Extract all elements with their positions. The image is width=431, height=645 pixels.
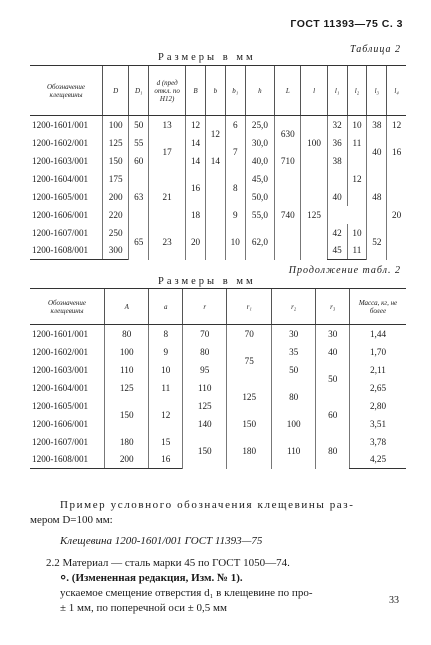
- cell-r2: 80: [271, 379, 315, 415]
- cell-D1: 60: [129, 152, 149, 170]
- cell-designation: 1200-1604/001: [32, 173, 89, 184]
- cell-r1: 70: [227, 325, 271, 343]
- cell-A: 125: [105, 379, 149, 397]
- cell-mass: 3,51: [350, 415, 407, 433]
- cell-r3: 80: [316, 433, 350, 469]
- cell-h: 45,0: [245, 170, 274, 188]
- cell-l: 125: [301, 170, 327, 260]
- cell-a: 9: [149, 343, 183, 361]
- col-l1: l₁: [327, 66, 347, 116]
- table-mass: [30, 288, 406, 469]
- cell-B: 16: [186, 170, 206, 206]
- cell-L: 710: [275, 152, 301, 170]
- cell-mass: 1,70: [350, 343, 407, 361]
- cell-r2: 110: [271, 433, 315, 469]
- table-row: [30, 433, 406, 451]
- cell-l3: 40: [367, 134, 387, 170]
- cell-r: 80: [183, 343, 227, 361]
- table1-caption: Размеры в мм: [158, 52, 256, 63]
- cell-D: 200: [103, 188, 129, 206]
- col-B: B: [186, 66, 206, 116]
- table-row: [30, 116, 406, 134]
- table1-label: Таблица 2: [350, 44, 401, 55]
- cell-l3: 52: [367, 224, 387, 260]
- cell-mass: 3,78: [350, 433, 407, 451]
- cell-r: 110: [183, 379, 227, 397]
- cell-l3: 38: [367, 116, 387, 134]
- cell-D1: 55: [129, 134, 149, 152]
- cell-b1: 8: [225, 170, 245, 206]
- cell-l3: 48: [367, 170, 387, 224]
- cell-r3: 50: [316, 361, 350, 397]
- col-r3: r₃: [316, 289, 350, 325]
- col-D: D: [103, 66, 129, 116]
- cell-designation: 1200-1603/001: [32, 155, 89, 166]
- cell-l1: 36: [327, 134, 347, 152]
- cell-designation: 1200-1605/001: [32, 191, 89, 202]
- cell-D: 250: [103, 224, 129, 242]
- col-designation: Обозначение клещевины: [30, 289, 105, 325]
- cell-b-empty: [205, 170, 225, 260]
- note-displacement-2: ± 1 мм, по поперечной оси ± 0,5 мм: [60, 602, 227, 614]
- cell-D1: 65: [129, 224, 149, 260]
- cell-D: 100: [103, 116, 129, 134]
- table-dimensions: [30, 65, 406, 260]
- cell-L: 740: [275, 170, 301, 260]
- cell-l2: 11: [347, 242, 367, 260]
- cell-b1: 6: [225, 116, 245, 134]
- cell-designation: 1200-1607/001: [32, 436, 89, 447]
- cell-A: 100: [105, 343, 149, 361]
- cell-h: 55,0: [245, 206, 274, 224]
- cell-mass: 4,25: [350, 451, 407, 469]
- page-header: ГОСТ 11393—75 С. 3: [290, 18, 403, 30]
- cell-designation: 1200-1606/001: [32, 418, 89, 429]
- table-row: [30, 343, 406, 361]
- cell-D: 125: [103, 134, 129, 152]
- cell-a: 16: [149, 451, 183, 469]
- cell-l1: 32: [327, 116, 347, 134]
- cell-l1: 45: [327, 242, 347, 260]
- col-b: b: [205, 66, 225, 116]
- cell-l2: 12: [347, 152, 367, 206]
- cell-mass: 2,80: [350, 397, 407, 415]
- cell-b: 12: [205, 116, 225, 152]
- cell-l2: 10: [347, 224, 367, 242]
- table2-caption: Размеры в мм: [158, 276, 256, 287]
- col-a: a: [149, 289, 183, 325]
- cell-mass: 2,11: [350, 361, 407, 379]
- cell-r: 70: [183, 325, 227, 343]
- cell-r3: 30: [316, 325, 350, 343]
- col-r2: r₂: [271, 289, 315, 325]
- col-D1: D₁: [129, 66, 149, 116]
- cell-A: 180: [105, 433, 149, 451]
- cell-b1: 9: [225, 206, 245, 224]
- cell-B: 14: [186, 152, 206, 170]
- cell-b1: 7: [225, 134, 245, 170]
- table2-label: Продолжение табл. 2: [288, 265, 401, 276]
- cell-mass: 2,65: [350, 379, 407, 397]
- cell-designation: 1200-1603/001: [32, 364, 89, 375]
- col-b1: b₁: [225, 66, 245, 116]
- cell-a: 12: [149, 397, 183, 433]
- table-row: [30, 325, 406, 343]
- cell-l: 100: [301, 116, 327, 170]
- table-header-row: [30, 289, 406, 325]
- cell-designation: 1200-1605/001: [32, 400, 89, 411]
- note-displacement-1: ускаемое смещение отверстия d₁ в клещевине по про-: [60, 587, 313, 599]
- cell-r3: 40: [316, 343, 350, 361]
- amendment-text: (Измененная редакция, Изм. № 1).: [71, 572, 243, 584]
- cell-designation: 1200-1601/001: [32, 328, 89, 339]
- note-amendment: [60, 571, 243, 586]
- col-l3: l₃: [367, 66, 387, 116]
- cell-r1: 75: [227, 343, 271, 379]
- table-row: [30, 397, 406, 415]
- cell-l2: 10: [347, 116, 367, 134]
- page-number: 33: [389, 595, 399, 606]
- cell-D: 220: [103, 206, 129, 224]
- cell-r1: 180: [227, 433, 271, 469]
- table-row: [30, 415, 406, 433]
- cell-mass: 1,44: [350, 325, 407, 343]
- cell-l4: 16: [387, 134, 406, 170]
- cell-designation: 1200-1607/001: [32, 227, 89, 238]
- cell-a: 8: [149, 325, 183, 343]
- cell-h: 40,0: [245, 152, 274, 170]
- cell-r: 125: [183, 397, 227, 415]
- col-L: L: [275, 66, 301, 116]
- cell-designation: 1200-1606/001: [32, 209, 89, 220]
- cell-B: 14: [186, 134, 206, 152]
- cell-designation: 1200-1601/001: [32, 119, 89, 130]
- example-designation: Клещевина 1200-1601/001 ГОСТ 11393—75: [60, 535, 263, 547]
- col-d: d (пред откл. по H12): [149, 66, 186, 116]
- cell-d: 17: [149, 134, 186, 170]
- col-h: h: [245, 66, 274, 116]
- cell-B: 18: [186, 206, 206, 224]
- cell-a: 10: [149, 361, 183, 379]
- cell-D: 175: [103, 170, 129, 188]
- cell-designation: 1200-1608/001: [30, 242, 103, 260]
- cell-B: 12: [186, 116, 206, 134]
- cell-A: 150: [105, 397, 149, 433]
- cell-l4: 12: [387, 116, 406, 134]
- cell-l4: 20: [387, 170, 406, 260]
- cell-A: 80: [105, 325, 149, 343]
- col-A: A: [105, 289, 149, 325]
- table-row: [30, 379, 406, 397]
- cell-r2: 35: [271, 343, 315, 361]
- cell-D1: 50: [129, 116, 149, 134]
- example-line-1: Пример условного обозначения клещевины раз-: [60, 499, 355, 511]
- cell-l1: 40: [327, 170, 347, 224]
- cell-l1: 42: [327, 224, 347, 242]
- cell-h: 50,0: [245, 188, 274, 206]
- cell-h: 30,0: [245, 134, 274, 152]
- cell-a: 11: [149, 379, 183, 397]
- cell-D1: 63: [129, 170, 149, 224]
- amendment-prefix: ⸰.: [60, 572, 70, 584]
- cell-designation: 1200-1608/001: [30, 451, 105, 469]
- cell-b1: 10: [225, 224, 245, 260]
- cell-h: 62,0: [245, 224, 274, 260]
- col-l4: l₄: [387, 66, 406, 116]
- cell-h: 25,0: [245, 116, 274, 134]
- cell-B: 20: [186, 224, 206, 260]
- cell-r2: 100: [271, 415, 315, 433]
- cell-designation: 1200-1602/001: [32, 346, 89, 357]
- cell-l1: 38: [327, 152, 347, 170]
- cell-a: 15: [149, 433, 183, 451]
- note-material: 2.2 Материал — сталь марки 45 по ГОСТ 1050—74.: [46, 557, 290, 569]
- cell-r3: 60: [316, 397, 350, 433]
- col-l2: l₂: [347, 66, 367, 116]
- cell-L: 630: [275, 116, 301, 152]
- cell-r1: 125: [227, 379, 271, 415]
- cell-designation: 1200-1604/001: [32, 382, 89, 393]
- table-row: [30, 152, 406, 170]
- cell-l2: 11: [347, 134, 367, 152]
- cell-r: 150: [183, 433, 227, 469]
- cell-r: 95: [183, 361, 227, 379]
- cell-r2: 50: [271, 361, 315, 379]
- cell-A: 200: [105, 451, 149, 469]
- cell-r2: 30: [271, 325, 315, 343]
- col-mass: Масса, кг, не более: [350, 289, 407, 325]
- cell-designation: 1200-1602/001: [32, 137, 89, 148]
- table-header-row: [30, 66, 406, 116]
- cell-d: 23: [149, 224, 186, 260]
- example-line-2: мером D=100 мм:: [30, 514, 113, 526]
- col-l: l: [301, 66, 327, 116]
- table-row: [30, 361, 406, 379]
- cell-D: 300: [103, 242, 129, 260]
- cell-r1: 150: [227, 415, 271, 433]
- cell-b: 14: [205, 152, 225, 170]
- cell-D: 150: [103, 152, 129, 170]
- col-r1: r₁: [227, 289, 271, 325]
- col-designation: Обозначение клещевины: [30, 66, 103, 116]
- col-r: r: [183, 289, 227, 325]
- cell-d: 13: [149, 116, 186, 134]
- cell-r: 140: [183, 415, 227, 433]
- cell-d: 21: [149, 170, 186, 224]
- cell-A: 110: [105, 361, 149, 379]
